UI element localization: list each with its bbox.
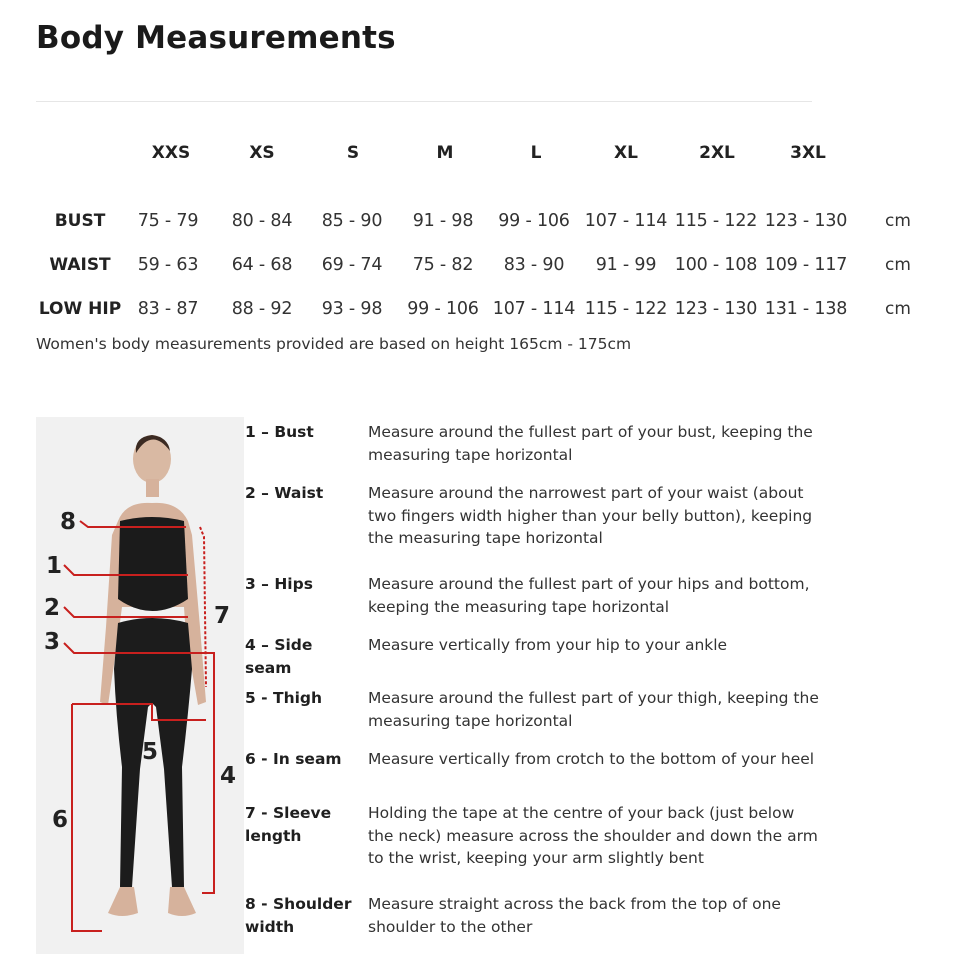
table-cell: 91 - 98	[412, 211, 474, 231]
marker-5: 5	[142, 739, 159, 765]
row-label-waist: WAIST	[49, 255, 111, 275]
size-header-l: L	[530, 143, 542, 163]
body-figure-image	[36, 417, 244, 954]
table-cell: 115 - 122	[674, 211, 758, 231]
guide-description: Measure vertically from crotch to the bottom of your heel	[368, 750, 815, 768]
row-label-low-hip: LOW HIP	[38, 299, 122, 319]
size-header-xs: XS	[249, 143, 275, 163]
divider	[36, 101, 812, 102]
table-cell: 107 - 114	[584, 211, 668, 231]
table-cell: 115 - 122	[584, 299, 668, 319]
marker-2: 2	[44, 595, 61, 621]
model-silhouette	[100, 435, 206, 916]
guide-label: 3 – Hips	[245, 575, 313, 593]
guide-label: 2 – Waist	[245, 484, 324, 502]
table-cell: 123 - 130	[764, 211, 848, 231]
guide-description: Measure around the fullest part of your bust, keeping the measuring tape horizontal	[368, 423, 813, 464]
size-header-xxs: XXS	[151, 143, 191, 163]
table-cell: 88 - 92	[231, 299, 293, 319]
size-header-s: S	[346, 143, 360, 163]
unit-label: cm	[885, 211, 911, 231]
table-cell: 99 - 106	[407, 299, 479, 319]
table-cell: 99 - 106	[498, 211, 570, 231]
table-cell: 123 - 130	[674, 299, 758, 319]
guide-description: Measure around the fullest part of your hips and bottom, keeping the measuring tape horizontal	[368, 575, 810, 616]
table-cell: 100 - 108	[674, 255, 758, 275]
page-title: Body Measurements	[36, 20, 396, 56]
table-cell: 83 - 90	[503, 255, 565, 275]
marker-1: 1	[46, 553, 63, 579]
marker-3: 3	[44, 629, 61, 655]
guide-description: Measure around the fullest part of your thigh, keeping the measuring tape horizontal	[368, 689, 819, 730]
table-cell: 69 - 74	[321, 255, 383, 275]
guide-label: 1 – Bust	[245, 423, 314, 441]
unit-label: cm	[885, 299, 911, 319]
marker-8: 8	[60, 509, 77, 535]
guide-label: 7 - Sleeve length	[245, 804, 332, 845]
size-header-m: M	[436, 143, 454, 163]
table-cell: 93 - 98	[321, 299, 383, 319]
guide-label: 8 - Shoulder width	[245, 895, 352, 936]
height-note: Women's body measurements provided are based on height 165cm - 175cm	[36, 335, 632, 353]
unit-label: cm	[885, 255, 911, 275]
table-cell: 109 - 117	[764, 255, 848, 275]
table-cell: 59 - 63	[137, 255, 199, 275]
row-label-bust: BUST	[54, 211, 106, 231]
table-cell: 75 - 82	[412, 255, 474, 275]
guide-label: 6 - In seam	[245, 750, 342, 768]
size-header-2xl: 2XL	[699, 143, 735, 163]
size-header-3xl: 3XL	[790, 143, 826, 163]
table-cell: 83 - 87	[137, 299, 199, 319]
marker-7: 7	[214, 603, 231, 629]
table-cell: 64 - 68	[231, 255, 293, 275]
guide-2	[64, 607, 188, 617]
table-cell: 91 - 99	[595, 255, 657, 275]
guide-label: 4 – Side seam	[245, 636, 313, 677]
guide-description: Holding the tape at the centre of your back (just below the neck) measure across the shoulder and down the arm to the wrist, keeping your arm slightly bent	[368, 804, 818, 867]
guide-description: Measure vertically from your hip to your ankle	[368, 636, 728, 654]
marker-6: 6	[52, 807, 69, 833]
size-header-xl: XL	[614, 143, 638, 163]
body-figure-illustration	[36, 417, 244, 954]
table-cell: 107 - 114	[492, 299, 576, 319]
guide-label: 5 - Thigh	[245, 689, 323, 707]
marker-4: 4	[220, 763, 237, 789]
table-cell: 85 - 90	[321, 211, 383, 231]
guide-6	[72, 704, 102, 931]
guide-description: Measure around the narrowest part of your waist (about two fingers width higher than your belly button), keeping the measuring tape horizontal	[368, 484, 813, 547]
table-cell: 131 - 138	[764, 299, 848, 319]
table-cell: 75 - 79	[137, 211, 199, 231]
guide-description: Measure straight across the back from the top of one shoulder to the other	[368, 895, 781, 936]
table-cell: 80 - 84	[231, 211, 293, 231]
